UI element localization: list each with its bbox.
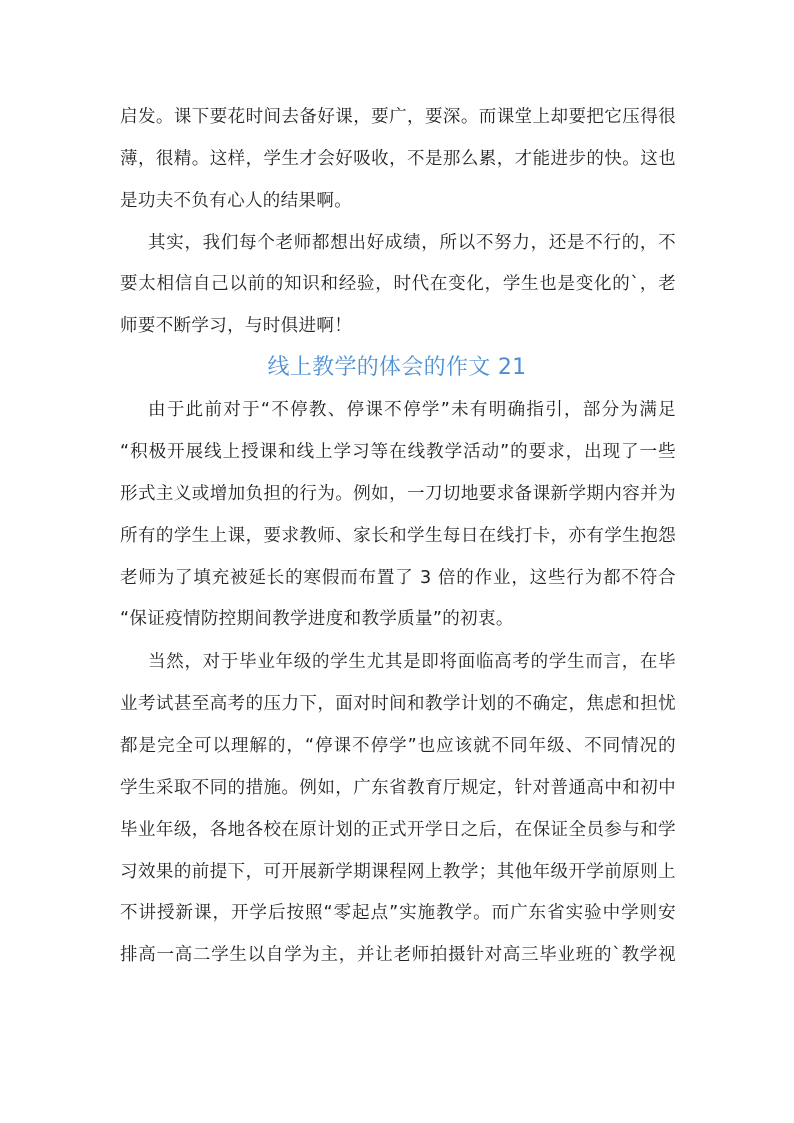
paragraph-line: “保证疫情防控期间教学进度和教学质量”的初衷。 [120,609,514,629]
paragraph-line: 不讲授新课，开学后按照“零起点”实施教学。而广东省实验中学则安 [120,903,676,923]
paragraph-line: 习效果的前提下，可开展新学期课程网上教学；其他年级开学前原则上 [120,862,676,882]
paragraph-line: 老师为了填充被延长的寒假而布置了 3 倍的作业，这些行为都不符合 [120,568,676,588]
paragraph-line: 由于此前对于“不停教、停课不停学”未有明确指引，部分为满足 [148,400,676,420]
paragraph-line: 是功夫不负有心人的结果啊。 [120,191,353,211]
paragraph-line: 所有的学生上课，要求教师、家长和学生每日在线打卡，亦有学生抱怨 [120,526,676,546]
paragraph-line: 都是完全可以理解的，“停课不停学”也应该就不同年级、不同情况的 [120,736,676,756]
paragraph-line: 学生采取不同的措施。例如，广东省教育厅规定，针对普通高中和初中 [120,778,676,798]
paragraph-line: 业考试甚至高考的压力下，面对时间和教学计划的不确定，焦虑和担忧 [120,694,676,714]
paragraph-line: 毕业年级，各地各校在原计划的正式开学日之后，在保证全员参与和学 [120,820,676,840]
paragraph-line: 其实，我们每个老师都想出好成绩，所以不努力，还是不行的，不 [148,233,676,253]
paragraph-line: 当然，对于毕业年级的学生尤其是即将面临高考的学生而言，在毕 [148,652,676,672]
paragraph-line: “积极开展线上授课和线上学习等在线教学活动”的要求，出现了一些 [120,442,676,462]
paragraph-line: 排高一高二学生以自学为主，并让老师拍摄针对高三毕业班的`教学视 [120,945,676,965]
paragraph-line: 形式主义或增加负担的行为。例如，一刀切地要求备课新学期内容并为 [120,484,676,504]
paragraph-line: 师要不断学习，与时俱进啊！ [120,316,353,336]
section-heading: 线上教学的体会的作文 21 [267,355,527,380]
paragraph-line: 要太相信自己以前的知识和经验，时代在变化，学生也是变化的`，老 [120,274,676,294]
paragraph-line: 薄，很精。这样，学生才会好吸收，不是那么累，才能进步的快。这也 [120,149,676,169]
paragraph-line: 启发。课下要花时间去备好课，要广，要深。而课堂上却要把它压得很 [120,107,676,127]
